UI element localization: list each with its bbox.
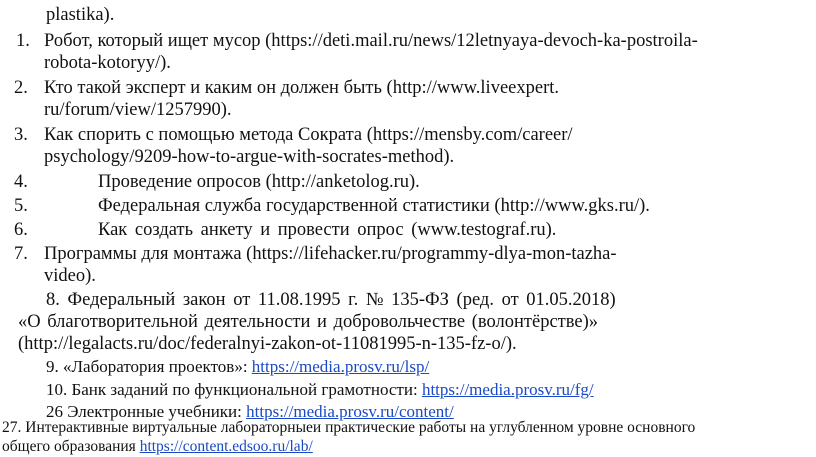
item-26-link[interactable]: https://media.prosv.ru/content/ xyxy=(246,402,454,421)
list-item-27 xyxy=(2,437,313,456)
list-item-10 xyxy=(46,379,594,401)
item-2-text-a: Кто такой эксперт и каким он должен быть (http://www.liveexpert. xyxy=(44,78,560,98)
item-3-text-a: Как спорить с помощью метода Сократа (https://mensby.com/career/ xyxy=(44,125,573,145)
list-item-1 xyxy=(16,30,698,52)
item-8-text-a: 8. Федеральный закон от 11.08.1995 г. № 135-ФЗ (ред. от 01.05.2018) xyxy=(46,290,616,310)
item-1-text-b: robota-kotoryy/). xyxy=(44,53,171,73)
list-item-9 xyxy=(46,356,429,378)
item-6-number: 6. xyxy=(14,220,28,240)
item-2-number: 2. xyxy=(14,78,28,98)
list-item-7 xyxy=(14,243,617,265)
item-1-number: 1. xyxy=(16,31,30,51)
line-0: plastika). xyxy=(46,5,115,25)
item-8-text-b: «О благотворительной деятельности и добровольчестве (волонтёрстве)» xyxy=(18,312,598,332)
item-27-text-b: общего образования xyxy=(2,438,140,455)
item-10-link[interactable]: https://media.prosv.ru/fg/ xyxy=(421,380,594,399)
item-4-number: 4. xyxy=(14,172,28,192)
item-3-text-b: psychology/9209-how-to-argue-with-socrates-method). xyxy=(44,147,455,167)
item-7-text-b: video). xyxy=(44,266,96,286)
item-7-text-a: Программы для монтажа (https://lifehacker.ru/programmy-dlya-mon-tazha- xyxy=(44,244,617,264)
item-6-text: Как создать анкету и провести опрос (www.testograf.ru). xyxy=(98,220,557,240)
item-5-text: Федеральная служба государственной статистики (http://www.gks.ru/). xyxy=(98,196,650,216)
item-10-text: 10. Банк заданий по функциональной грамотности: xyxy=(46,380,422,399)
list-item-3 xyxy=(14,124,573,146)
list-item-6 xyxy=(14,219,556,241)
list-item-2 xyxy=(14,77,559,99)
item-26-text: 26 Электронные учебники: xyxy=(46,402,247,421)
item-9-text: 9. «Лаборатория проектов»: xyxy=(46,357,252,376)
item-3-number: 3. xyxy=(14,125,28,145)
item-27-link[interactable]: https://content.edsoo.ru/lab/ xyxy=(139,438,313,455)
list-item-4 xyxy=(14,171,420,193)
item-7-number: 7. xyxy=(14,244,28,264)
item-8-text-c: (http://legalacts.ru/doc/federalnyi-zakon-ot-11081995-n-135-fz-o/). xyxy=(18,334,517,354)
list-item-5 xyxy=(14,195,650,217)
item-5-number: 5. xyxy=(14,196,28,216)
item-4-text: Проведение опросов (http://anketolog.ru). xyxy=(98,172,420,192)
item-27-text-a: 27. Интерактивные виртуальные лабораторныеи практические работы на углубленном уровне основного xyxy=(2,419,696,436)
item-2-text-b: ru/forum/view/1257990). xyxy=(44,100,232,120)
item-9-link[interactable]: https://media.prosv.ru/lsp/ xyxy=(251,357,430,376)
item-1-text-a: Робот, который ищет мусор (https://deti.mail.ru/news/12letnyaya-devoch-ka-postroila- xyxy=(44,31,698,51)
